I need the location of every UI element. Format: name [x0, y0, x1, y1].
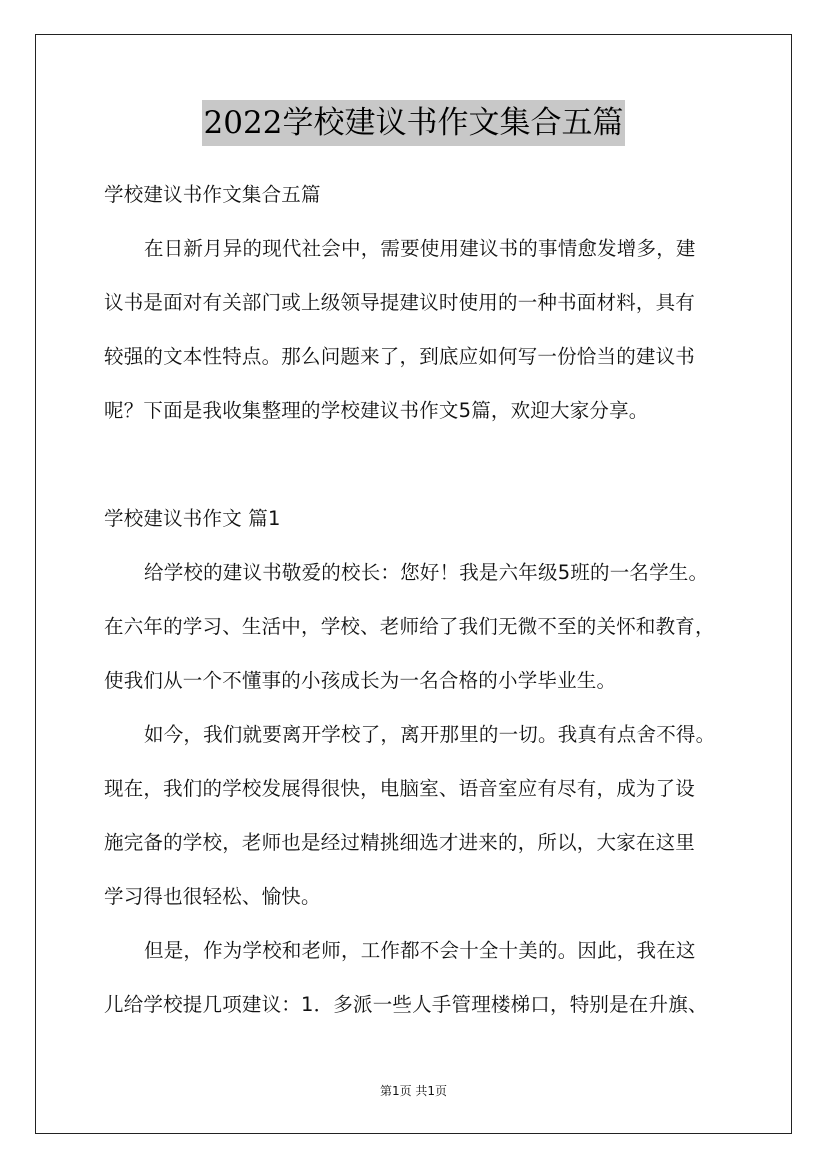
paragraph-line: 给学校的建议书敬爱的校长：您好！我是六年级5班的一名学生。 — [144, 561, 709, 584]
title-container — [0, 100, 827, 146]
section-heading: 学校建议书作文 篇1 — [104, 507, 281, 530]
paragraph-line: 现在，我们的学校发展得很快，电脑室、语音室应有尽有，成为了设 — [104, 777, 696, 800]
document-title: 2022学校建议书作文集合五篇 — [202, 100, 626, 146]
paragraph-line: 施完备的学校，老师也是经过精挑细选才进来的，所以，大家在这里 — [104, 831, 696, 854]
intro-line: 议书是面对有关部门或上级领导提建议时使用的一种书面材料，具有 — [104, 291, 696, 314]
paragraph-line: 儿给学校提几项建议：1．多派一些人手管理楼梯口，特别是在升旗、 — [104, 993, 708, 1016]
intro-line: 呢？下面是我收集整理的学校建议书作文5篇，欢迎大家分享。 — [104, 399, 649, 422]
intro-line: 在日新月异的现代社会中，需要使用建议书的事情愈发增多，建 — [144, 237, 696, 260]
intro-line: 较强的文本性特点。那么问题来了，到底应如何写一份恰当的建议书 — [104, 345, 696, 368]
paragraph-line: 学习得也很轻松、愉快。 — [104, 885, 321, 908]
paragraph-line: 但是，作为学校和老师，工作都不会十全十美的。因此，我在这 — [144, 939, 696, 962]
paragraph-line: 使我们从一个不懂事的小孩成长为一名合格的小学毕业生。 — [104, 669, 617, 692]
document-subtitle: 学校建议书作文集合五篇 — [104, 183, 321, 206]
paragraph-line: 如今，我们就要离开学校了，离开那里的一切。我真有点舍不得。 — [144, 723, 716, 746]
paragraph-line: 在六年的学习、生活中，学校、老师给了我们无微不至的关怀和教育， — [104, 615, 715, 638]
page-number: 第1页 共1页 — [379, 1084, 448, 1098]
